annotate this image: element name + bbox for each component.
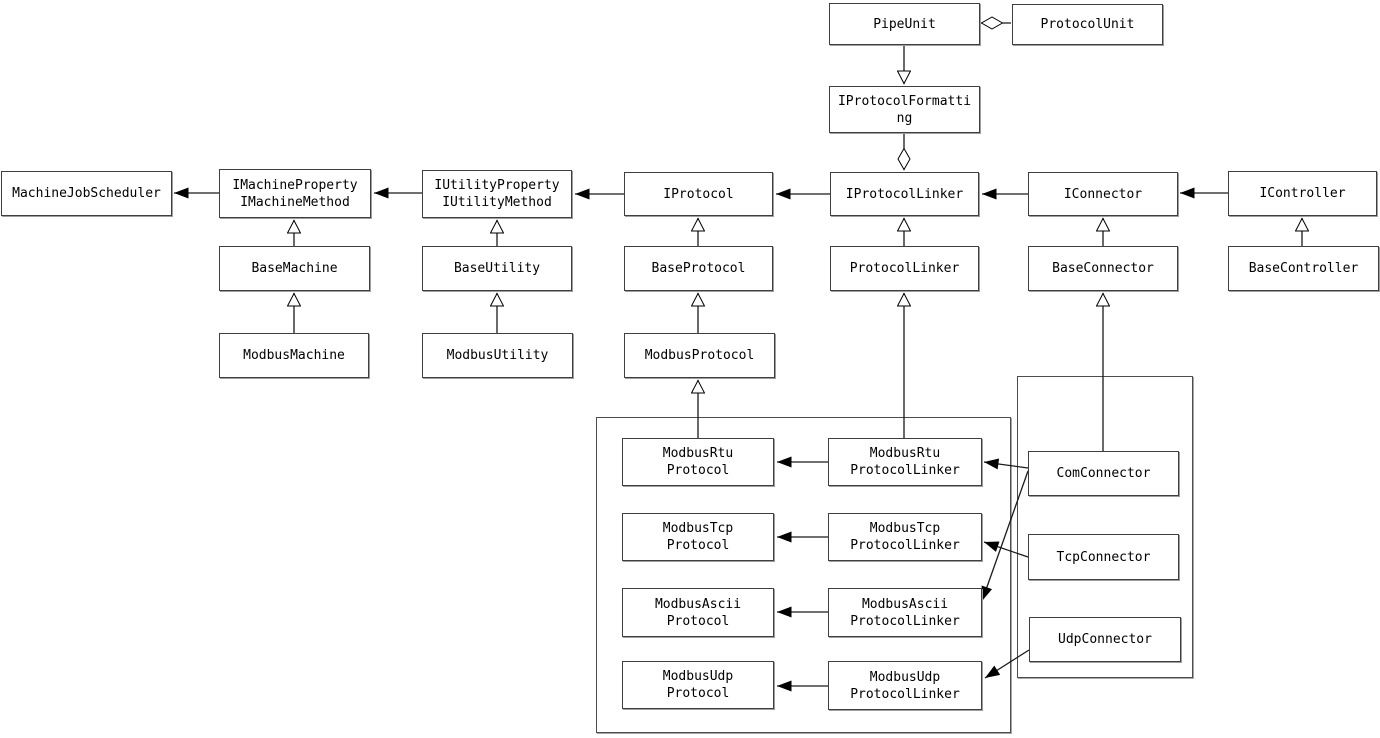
- class-modbusmachine: [219, 333, 369, 378]
- class-label: BaseConnector: [1052, 261, 1154, 276]
- class-label: BaseController: [1248, 261, 1359, 276]
- class-modbusudpprotocollinker: [828, 661, 982, 710]
- class-protocolunit: [1012, 4, 1163, 45]
- class-modbusasciiprotocol: [622, 588, 774, 637]
- interface-iutilityproperty-iutilitymethod: [422, 170, 572, 218]
- edge-association-comconnector-modbusrtuprotocollinker: [984, 462, 1028, 468]
- class-label: ModbusUdp: [662, 669, 734, 684]
- class-baseutility: [422, 246, 572, 291]
- class-label: ModbusRtu: [662, 446, 734, 461]
- class-label: ModbusUdp: [869, 669, 941, 685]
- class-protocollinker: [830, 246, 979, 291]
- class-label: Protocol: [666, 686, 730, 701]
- class-label: MachineJobScheduler: [12, 186, 161, 201]
- class-label: UdpConnector: [1058, 632, 1152, 647]
- class-label: IUtilityMethod: [442, 195, 552, 210]
- class-label: Protocol: [666, 463, 730, 478]
- class-label: IMachineProperty: [232, 177, 358, 193]
- class-label: ModbusAscii: [654, 596, 742, 612]
- interface-imachineproperty-imachinemethod: [219, 169, 371, 218]
- class-label: IProtocolLinker: [845, 186, 964, 202]
- class-modbusasciiprotocollinker: [828, 588, 982, 637]
- class-modbusprotocol: [624, 333, 775, 378]
- class-tcpconnector: [1028, 534, 1179, 580]
- class-label: ComConnector: [1056, 466, 1151, 481]
- class-modbusudpprotocol: [622, 661, 774, 709]
- class-label: PipeUnit: [873, 16, 936, 32]
- edge-association-udpconnector-modbusudpprotocollinker: [985, 650, 1029, 678]
- class-baseconnector: [1028, 246, 1178, 291]
- class-label: ProtocolUnit: [1040, 17, 1135, 32]
- class-label: ModbusTcp: [869, 521, 941, 536]
- class-label: ModbusAscii: [861, 596, 949, 612]
- interface-iconnector: [1028, 172, 1178, 216]
- class-label: ModbusProtocol: [644, 348, 755, 363]
- class-basecontroller: [1228, 246, 1379, 291]
- class-label: BaseUtility: [453, 261, 541, 276]
- class-label: IConnector: [1063, 186, 1143, 202]
- class-basemachine: [219, 246, 370, 291]
- class-modbusrtuprotocollinker: [828, 438, 982, 486]
- class-label: ModbusRtu: [869, 446, 941, 461]
- class-label: BaseProtocol: [651, 261, 746, 276]
- interface-iprotocol: [624, 172, 773, 216]
- class-label: ProtocolLinker: [850, 463, 960, 478]
- class-label: ModbusTcp: [662, 521, 734, 536]
- class-label: Protocol: [666, 538, 730, 553]
- class-label: Protocol: [666, 613, 730, 629]
- class-modbustcpprotocol: [622, 513, 774, 561]
- class-label: IController: [1259, 186, 1346, 201]
- interface-iprotocollinker: [830, 172, 979, 216]
- class-label: TcpConnector: [1056, 549, 1151, 565]
- class-modbusrtuprotocol: [622, 438, 774, 486]
- class-label: ModbusUtility: [446, 348, 549, 363]
- class-label: ProtocolLinker: [850, 538, 960, 553]
- edge-association-comconnector-modbusasciiprotocollinker: [982, 471, 1028, 601]
- class-label: IProtocolFormatti: [837, 93, 972, 109]
- interface-icontroller: [1228, 171, 1377, 216]
- interface-iprotocolformatting: [829, 86, 980, 133]
- class-udpconnector: [1029, 617, 1181, 662]
- class-modbusutility: [422, 333, 573, 378]
- class-label: ProtocolLinker: [849, 261, 960, 276]
- class-modbustcpprotocollinker: [828, 513, 982, 561]
- class-baseprotocol: [624, 246, 773, 291]
- class-pipeunit: [829, 3, 980, 45]
- class-label: BaseMachine: [251, 261, 338, 276]
- class-label: ProtocolLinker: [850, 686, 960, 702]
- class-label: IUtilityProperty: [434, 178, 560, 193]
- class-label: IProtocol: [663, 186, 734, 202]
- edge-association-tcpconnector-modbustcpprotocollinker: [984, 542, 1028, 557]
- class-label: ng: [896, 110, 913, 126]
- class-label: ProtocolLinker: [850, 613, 960, 629]
- class-comconnector: [1028, 451, 1179, 496]
- class-label: ModbusMachine: [243, 348, 345, 363]
- class-label: IMachineMethod: [240, 194, 350, 210]
- class-machinejobscheduler: [1, 171, 172, 216]
